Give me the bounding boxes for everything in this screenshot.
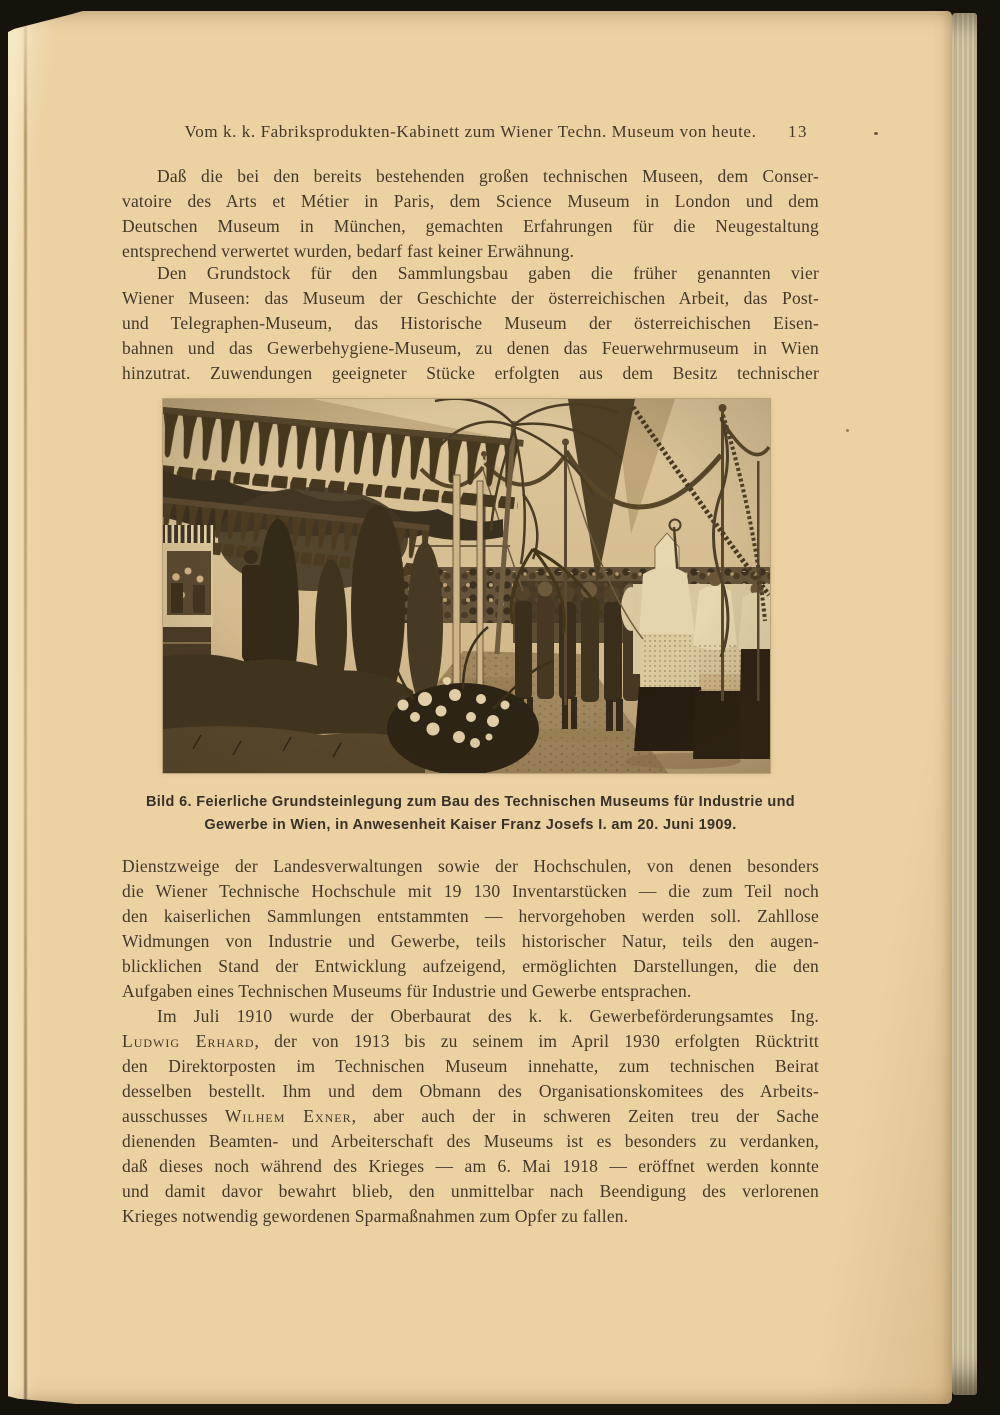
text-segment: , der von 1913 bis zu seinem im April 1930 erfolgten Rücktritt [254, 1031, 819, 1051]
text-line: und Telegraphen-Museum, das Historische Museum der österreichischen Eisen- [122, 313, 819, 333]
text-line: desselben bestellt. Ihm und dem Obmann des Organisationskomitees des Arbeits- [122, 1081, 819, 1101]
text-segment: , aber auch der in schweren Zeiten treu der Sache [351, 1106, 819, 1126]
text-line: die Wiener Technische Hochschule mit 19 130 Inventarstücken — die zum Teil noch [122, 881, 819, 901]
text-line: Den Grundstock für den Sammlungsbau gaben die früher genannten vier [157, 263, 819, 283]
person-name: Ludwig Erhard [122, 1031, 255, 1051]
text-line [122, 1029, 819, 1054]
text-line: blicklichen Stand der Entwicklung aufzeigend, ermöglichten Darstellungen, die den [122, 956, 819, 976]
page [8, 11, 952, 1404]
photo-vignette [163, 399, 770, 773]
person-name: Wilhem Exner [224, 1106, 352, 1126]
text-segment: ausschusses [122, 1106, 225, 1126]
photo-illustration [163, 399, 770, 773]
text-line: den Direktorposten im Technischen Museum innehatte, zum technischen Beirat [122, 1056, 819, 1076]
body-paragraph-3 [122, 854, 819, 1004]
body-paragraph-2 [122, 261, 819, 386]
caption-line: Bild 6. Feierliche Grundsteinlegung zum Bau des Technischen Museums für Industrie und [145, 794, 796, 810]
figure-caption [122, 791, 819, 837]
body-paragraph-1 [122, 164, 819, 264]
text-line: hinzutrat. Zuwendungen geeigneter Stücke erfolgten aus dem Besitz technischer [122, 363, 819, 383]
body-paragraph-4 [122, 1004, 819, 1229]
text-line: Krieges notwendig gewordenen Sparmaßnahmen zum Opfer zu fallen. [122, 1206, 629, 1226]
text-line: entsprechend verwertet wurden, bedarf fast keiner Erwähnung. [122, 241, 575, 261]
paper-speck [846, 429, 849, 432]
text-line: daß dieses noch während des Krieges — am 6. Mai 1918 — eröffnet werden konnte [122, 1156, 819, 1176]
page-crease [24, 11, 27, 1404]
text-line: Wiener Museen: das Museum der Geschichte der österreichischen Arbeit, das Post- [122, 288, 819, 308]
text-line: dienenden Beamten- und Arbeiterschaft des Museums ist es besonders zu verdanken, [122, 1131, 819, 1151]
paper-speck [874, 132, 878, 135]
text-line: Aufgaben eines Technischen Museums für Industrie und Gewerbe entsprachen. [122, 981, 692, 1001]
text-line [122, 1104, 819, 1129]
text-line: den kaiserlichen Sammlungen entstammten — hervorgehoben werden soll. Zahllose [122, 906, 819, 926]
text-line: Widmungen von Industrie und Gewerbe, teils historischer Natur, teils den augen- [122, 931, 819, 951]
running-head-title: Vom k. k. Fabriksprodukten-Kabinett zum Wiener Techn. Museum von heute. [184, 122, 757, 141]
caption-line: Gewerbe in Wien, in Anwesenheit Kaiser Franz Josefs I. am 20. Juni 1909. [204, 817, 737, 833]
text-line: und damit davor bewahrt blieb, den unmittelbar nach Beendigung des verlorenen [122, 1181, 819, 1201]
text-line: vatoire des Arts et Métier in Paris, dem Science Museum in London und dem [122, 191, 819, 211]
text-line: Deutschen Museum in München, gemachten Erfahrungen für die Neugestaltung [122, 216, 819, 236]
text-line: Daß die bei den bereits bestehenden großen technischen Museen, dem Conser- [157, 166, 819, 186]
page-number: 13 [788, 122, 808, 141]
running-head [122, 120, 819, 144]
text-line: Dienstzweige der Landesverwaltungen sowie der Hochschulen, von denen besonders [122, 856, 819, 876]
text-line: bahnen und das Gewerbehygiene-Museum, zu denen das Feuerwehrmuseum in Wien [122, 338, 819, 358]
book-fore-edge [952, 13, 977, 1395]
text-line: Im Juli 1910 wurde der Oberbaurat des k. k. Gewerbeförderungsamtes Ing. [157, 1006, 819, 1026]
figure-photo [163, 399, 770, 773]
